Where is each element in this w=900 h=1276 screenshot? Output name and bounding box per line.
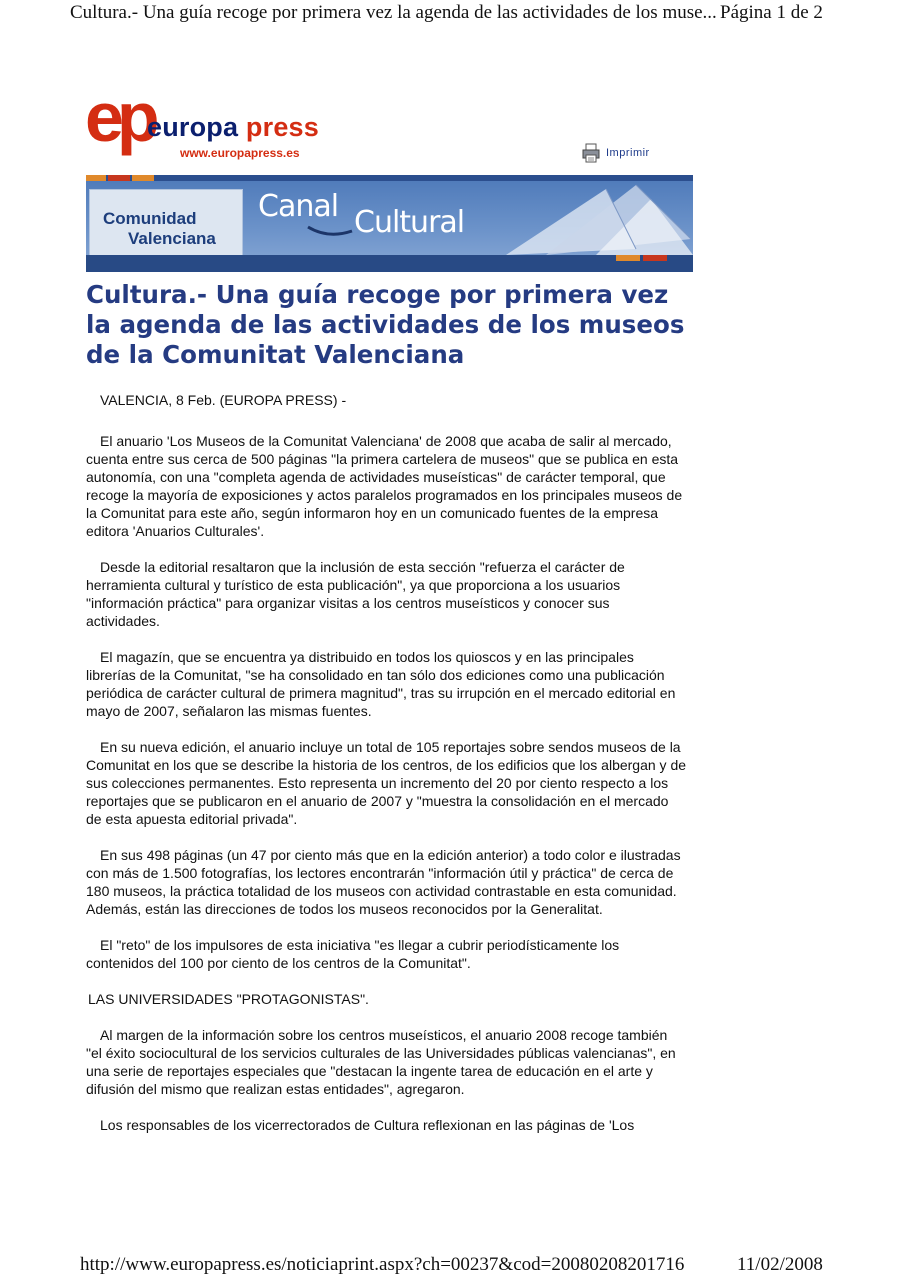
banner-bottom-bar [86, 255, 693, 272]
region-line1: Comunidad [103, 209, 197, 228]
article-paragraph: El anuario 'Los Museos de la Comunitat Valenciana' de 2008 que acaba de salir al mercado, cuenta entre sus cerca de 500 páginas "la primera cartelera de museos" que se publica en esta autonomía, con una "completa agenda de actividades museísticas" de carácter temporal, que recoge la mayoría de exposiciones y actos paralelos programados en los principales museos de la Comunitat para este año, según informaron hoy en un comunicado fuentes de la empresa editora 'Anuarios Culturales'. [86, 433, 683, 539]
logo-mark: ep [85, 78, 153, 156]
print-header [0, 0, 900, 30]
canal-cultural-banner [86, 175, 693, 272]
print-footer-date: 11/02/2008 [737, 1254, 823, 1275]
print-label: Imprimir [606, 147, 650, 159]
region-line2: Valenciana [128, 229, 216, 248]
printer-icon [582, 143, 600, 163]
logo-url: www.europapress.es [180, 146, 300, 160]
books-illustration [486, 179, 693, 255]
article-headline: Cultura.- Una guía recoge por primera vez la agenda de las actividades de los museos de la Comunitat Valenciana [86, 280, 685, 369]
article-subheading: LAS UNIVERSIDADES "PROTAGONISTAS". [88, 991, 369, 1007]
print-footer-url: http://www.europapress.es/noticiaprint.aspx?ch=00237&cod=20080208201716 [80, 1254, 685, 1275]
logo-name-part2: press [245, 112, 319, 142]
logo-name-part1: europa [147, 112, 246, 142]
article-paragraph: El magazín, que se encuentra ya distribuido en todos los quioscos y en las principales librerías de la Comunitat, "se ha consolidado en tan sólo dos ediciones como una publicación periódica de carácter cultural de primera magnitud", tras su irrupción en el mercado editorial en mayo de 2007, señalaron las mismas fuentes. [86, 649, 676, 719]
cultural-label: Cultural [354, 205, 465, 240]
canal-label: Canal [258, 189, 339, 224]
print-footer [0, 1254, 900, 1273]
article-dateline: VALENCIA, 8 Feb. (EUROPA PRESS) - [100, 392, 347, 408]
article-paragraph: Al margen de la información sobre los centros museísticos, el anuario 2008 recoge también "el éxito sociocultural de los servicios culturales de las Universidades públicas valencianas", en una serie de reportajes especiales que "destacan la ingente tarea de educación en el arte y difusión del mismo que realizan estas entidades", agregaron. [86, 1027, 676, 1097]
print-header-title: Cultura.- Una guía recoge por primera vez la agenda de las actividades de los muse... [70, 2, 717, 23]
logo-name [147, 112, 319, 143]
article-paragraph: Los responsables de los vicerrectorados de Cultura reflexionan en las páginas de 'Los [100, 1117, 635, 1133]
swoosh-decoration [306, 225, 356, 239]
article-paragraph: En su nueva edición, el anuario incluye un total de 105 reportajes sobre sendos museos de la Comunitat en los que se describe la historia de los centros, de los edificios que los albergan y de sus colecciones permanentes. Esto representa un incremento del 20 por ciento respecto a los reportajes que se publicaron en el anuario de 2007 y "muestra la consolidación en el mercado de esta apuesta editorial privada". [86, 739, 687, 827]
article-body [86, 391, 686, 1152]
print-header-page-number: Página 1 de 2 [720, 2, 823, 23]
article-paragraph: Desde la editorial resaltaron que la inclusión de esta sección "refuerza el carácter de herramienta cultural y turístico de esta publicación", ya que proporciona a los usuarios "información práctica" para organizar visitas a los centros museísticos y conocer sus actividades. [86, 559, 625, 629]
europa-press-logo[interactable] [85, 78, 385, 168]
article-paragraph: El "reto" de los impulsores de esta iniciativa "es llegar a cubrir periodísticamente los contenidos del 100 por ciento de los centros de la Comunitat". [86, 937, 620, 971]
article-paragraph: En sus 498 páginas (un 47 por ciento más que en la edición anterior) a todo color e ilustradas con más de 1.500 fotografías, los lectores encontrarán "información útil y práctica" de cerca de 180 museos, la práctica totalidad de los museos con actividad contrastable en esta comunidad. Además, están las direcciones de todos los museos reconocidos por la Generalitat. [86, 847, 681, 917]
print-button[interactable] [582, 142, 650, 164]
